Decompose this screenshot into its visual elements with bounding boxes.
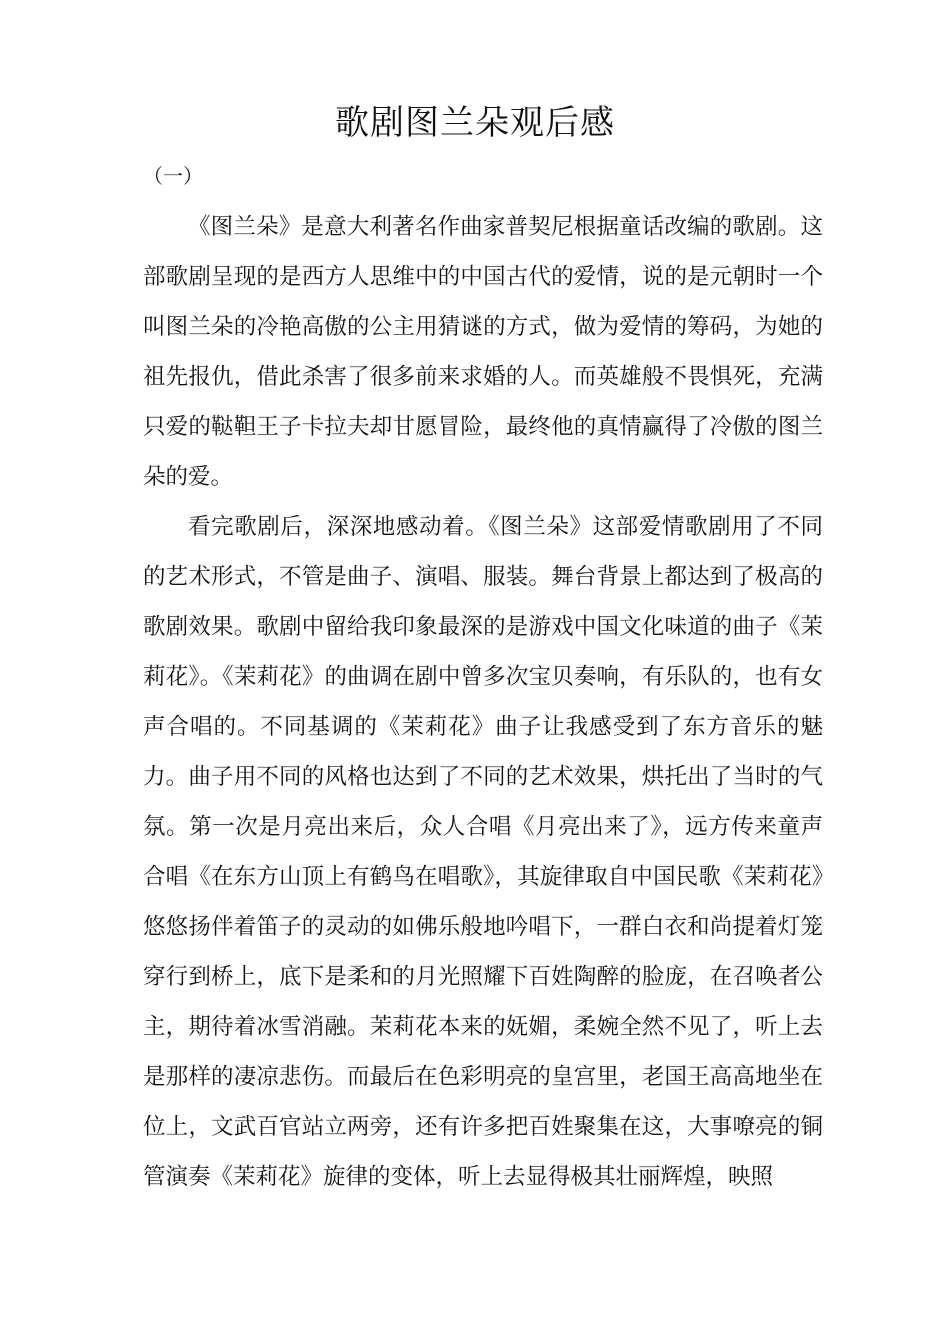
document-title: 歌剧图兰朵观后感	[335, 103, 615, 143]
document-body	[143, 202, 823, 1202]
paragraph-1: 《图兰朵》是意大利著名作曲家普契尼根据童话改编的歌剧。这部歌剧呈现的是西方人思维中的中国古代的爱情，说的是元朝时一个叫图兰朵的冷艳高傲的公主用猜谜的方式，做为爱情的筹码，为她的祖先报仇，借此杀害了很多前来求婚的人。而英雄般不畏惧死，充满只爱的鞑靼王子卡拉夫却甘愿冒险，最终他的真情赢得了冷傲的图兰朵的爱。	[143, 214, 823, 490]
paragraph-2: 看完歌剧后，深深地感动着。《图兰朵》这部爱情歌剧用了不同的艺术形式，不管是曲子、演唱、服装。舞台背景上都达到了极高的歌剧效果。歌剧中留给我印象最深的是游戏中国文化味道的曲子《茉莉花》。《茉莉花》的曲调在剧中曾多次宝贝奏响，有乐队的，也有女声合唱的。不同基调的《茉莉花》曲子让我感受到了东方音乐的魅力。曲子用不同的风格也达到了不同的艺术效果，烘托出了当时的气氛。第一次是月亮出来后，众人合唱《月亮出来了》，远方传来童声合唱《在东方山顶上有鹤鸟在唱歌》，其旋律取自中国民歌《茉莉花》悠悠扬伴着笛子的灵动的如佛乐般地吟唱下，一群白衣和尚提着灯笼穿行到桥上，底下是柔和的月光照耀下百姓陶醉的脸庞，在召唤者公主，期待着冰雪消融。茉莉花本来的妩媚，柔婉全然不见了，听上去是那样的凄凉悲伤。而最后在色彩明亮的皇宫里，老国王高高地坐在位上，文武百官站立两旁，还有许多把百姓聚集在这，大事嘹亮的铜管演奏《茉莉花》旋律的变体，听上去显得极其壮丽辉煌，映照	[143, 514, 823, 1190]
section-label: （一）	[143, 164, 203, 188]
